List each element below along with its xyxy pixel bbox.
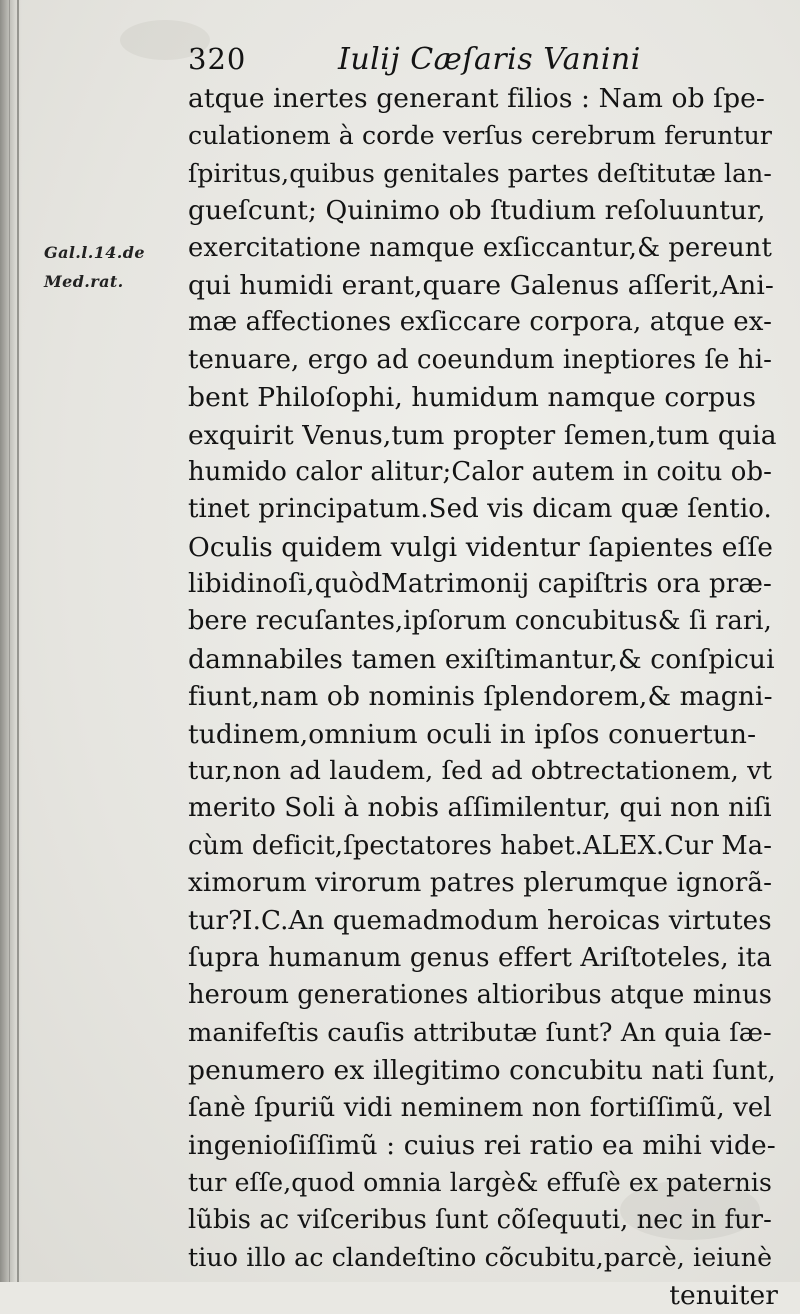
marginal-note-line: Gal.l.14.de: [44, 243, 145, 262]
text-line: cùm deficit,ſpectatores habet.ALEX.Cur Ma-: [188, 830, 773, 861]
text-line: ximorum virorum patres plerumque ignorã-: [188, 868, 773, 899]
text-line: libidinoſi,quòdMatrimonij capiſtris ora præ-: [188, 569, 772, 600]
text-line: lũbis ac viſceribus ſunt cõſequuti, nec in fur-: [188, 1204, 772, 1235]
binding-fold-line-outer: [9, 0, 10, 1282]
text-line: tudinem,omnium oculi in ipſos conuertun-: [188, 718, 757, 750]
text-line: ſupra humanum genus effert Ariſtoteles, ita: [188, 942, 772, 973]
text-line: heroum generationes altioribus atque minus: [188, 980, 773, 1011]
text-line: tur eſſe,quod omnia largè& effuſè ex paternis: [188, 1168, 772, 1198]
text-line: ingenioſiſſimũ : cuius rei ratio ea mihi vide-: [188, 1129, 776, 1161]
text-line: ſanè ſpuriũ vidi neminem non fortiſſimũ, vel: [188, 1092, 772, 1123]
text-line: humido calor alitur;Calor autem in coitu ob-: [188, 456, 773, 487]
text-line: atque inertes generant filios : Nam ob ſpe-: [188, 83, 765, 114]
text-line: bent Philoſophi, humidum namque corpus: [188, 382, 757, 414]
text-line: tiuo illo ac clandeſtino cõcubitu,parcè, ieiunè: [188, 1243, 773, 1273]
text-line: damnabiles tamen exiſtimantur,& conſpicui: [188, 643, 775, 675]
text-line: culationem à corde verſus cerebrum feruntur: [188, 121, 773, 151]
text-line: exquirit Venus,tum propter ſemen,tum quia: [188, 419, 777, 451]
text-line: fiunt,nam ob nominis ſplendorem,& magni-: [188, 681, 773, 713]
text-line: manifeſtis cauſis attributæ ſunt? An quia ſæ-: [188, 1017, 772, 1048]
text-line: Oculis quidem vulgi videntur ſapientes eſſe: [188, 531, 774, 563]
page-number: 320: [188, 42, 247, 76]
catchword: tenuiter: [669, 1279, 778, 1311]
text-line: merito Soli à nobis aſſimilentur, qui non niſi: [188, 793, 772, 824]
marginal-note-line: Med.rat.: [44, 272, 124, 291]
text-line: tur,non ad laudem, ſed ad obtrectationem, vt: [188, 756, 772, 787]
text-line: tinet principatum.Sed vis dicam quæ ſentio.: [188, 494, 772, 525]
body-text: [188, 80, 778, 1314]
binding-fold-line: [17, 0, 19, 1282]
text-line: bere recuſantes,ipſorum concubitus& ſi rari,: [188, 606, 772, 637]
text-line: mæ affectiones exſiccare corpora, atque ex-: [188, 307, 772, 338]
text-line: gueſcunt; Quinimo ob ſtudium reſoluuntur,: [188, 195, 766, 227]
running-title: Iulij Cæſaris Vanini: [338, 42, 641, 77]
marginal-note: [44, 238, 184, 296]
text-line: exercitatione namque exſiccantur,& pereunt: [188, 232, 772, 263]
text-line: qui humidi erant,quare Galenus aſſerit,Ani-: [188, 269, 774, 301]
text-line: penumero ex illegitimo concubitu nati ſunt,: [188, 1055, 776, 1087]
text-line: ſpiritus,quibus genitales partes deſtitutæ lan-: [188, 158, 772, 188]
text-line: tenuare, ergo ad coeundum ineptiores ſe hi-: [188, 344, 772, 375]
text-line: tur?I.C.An quemadmodum heroicas virtutes: [188, 905, 772, 936]
